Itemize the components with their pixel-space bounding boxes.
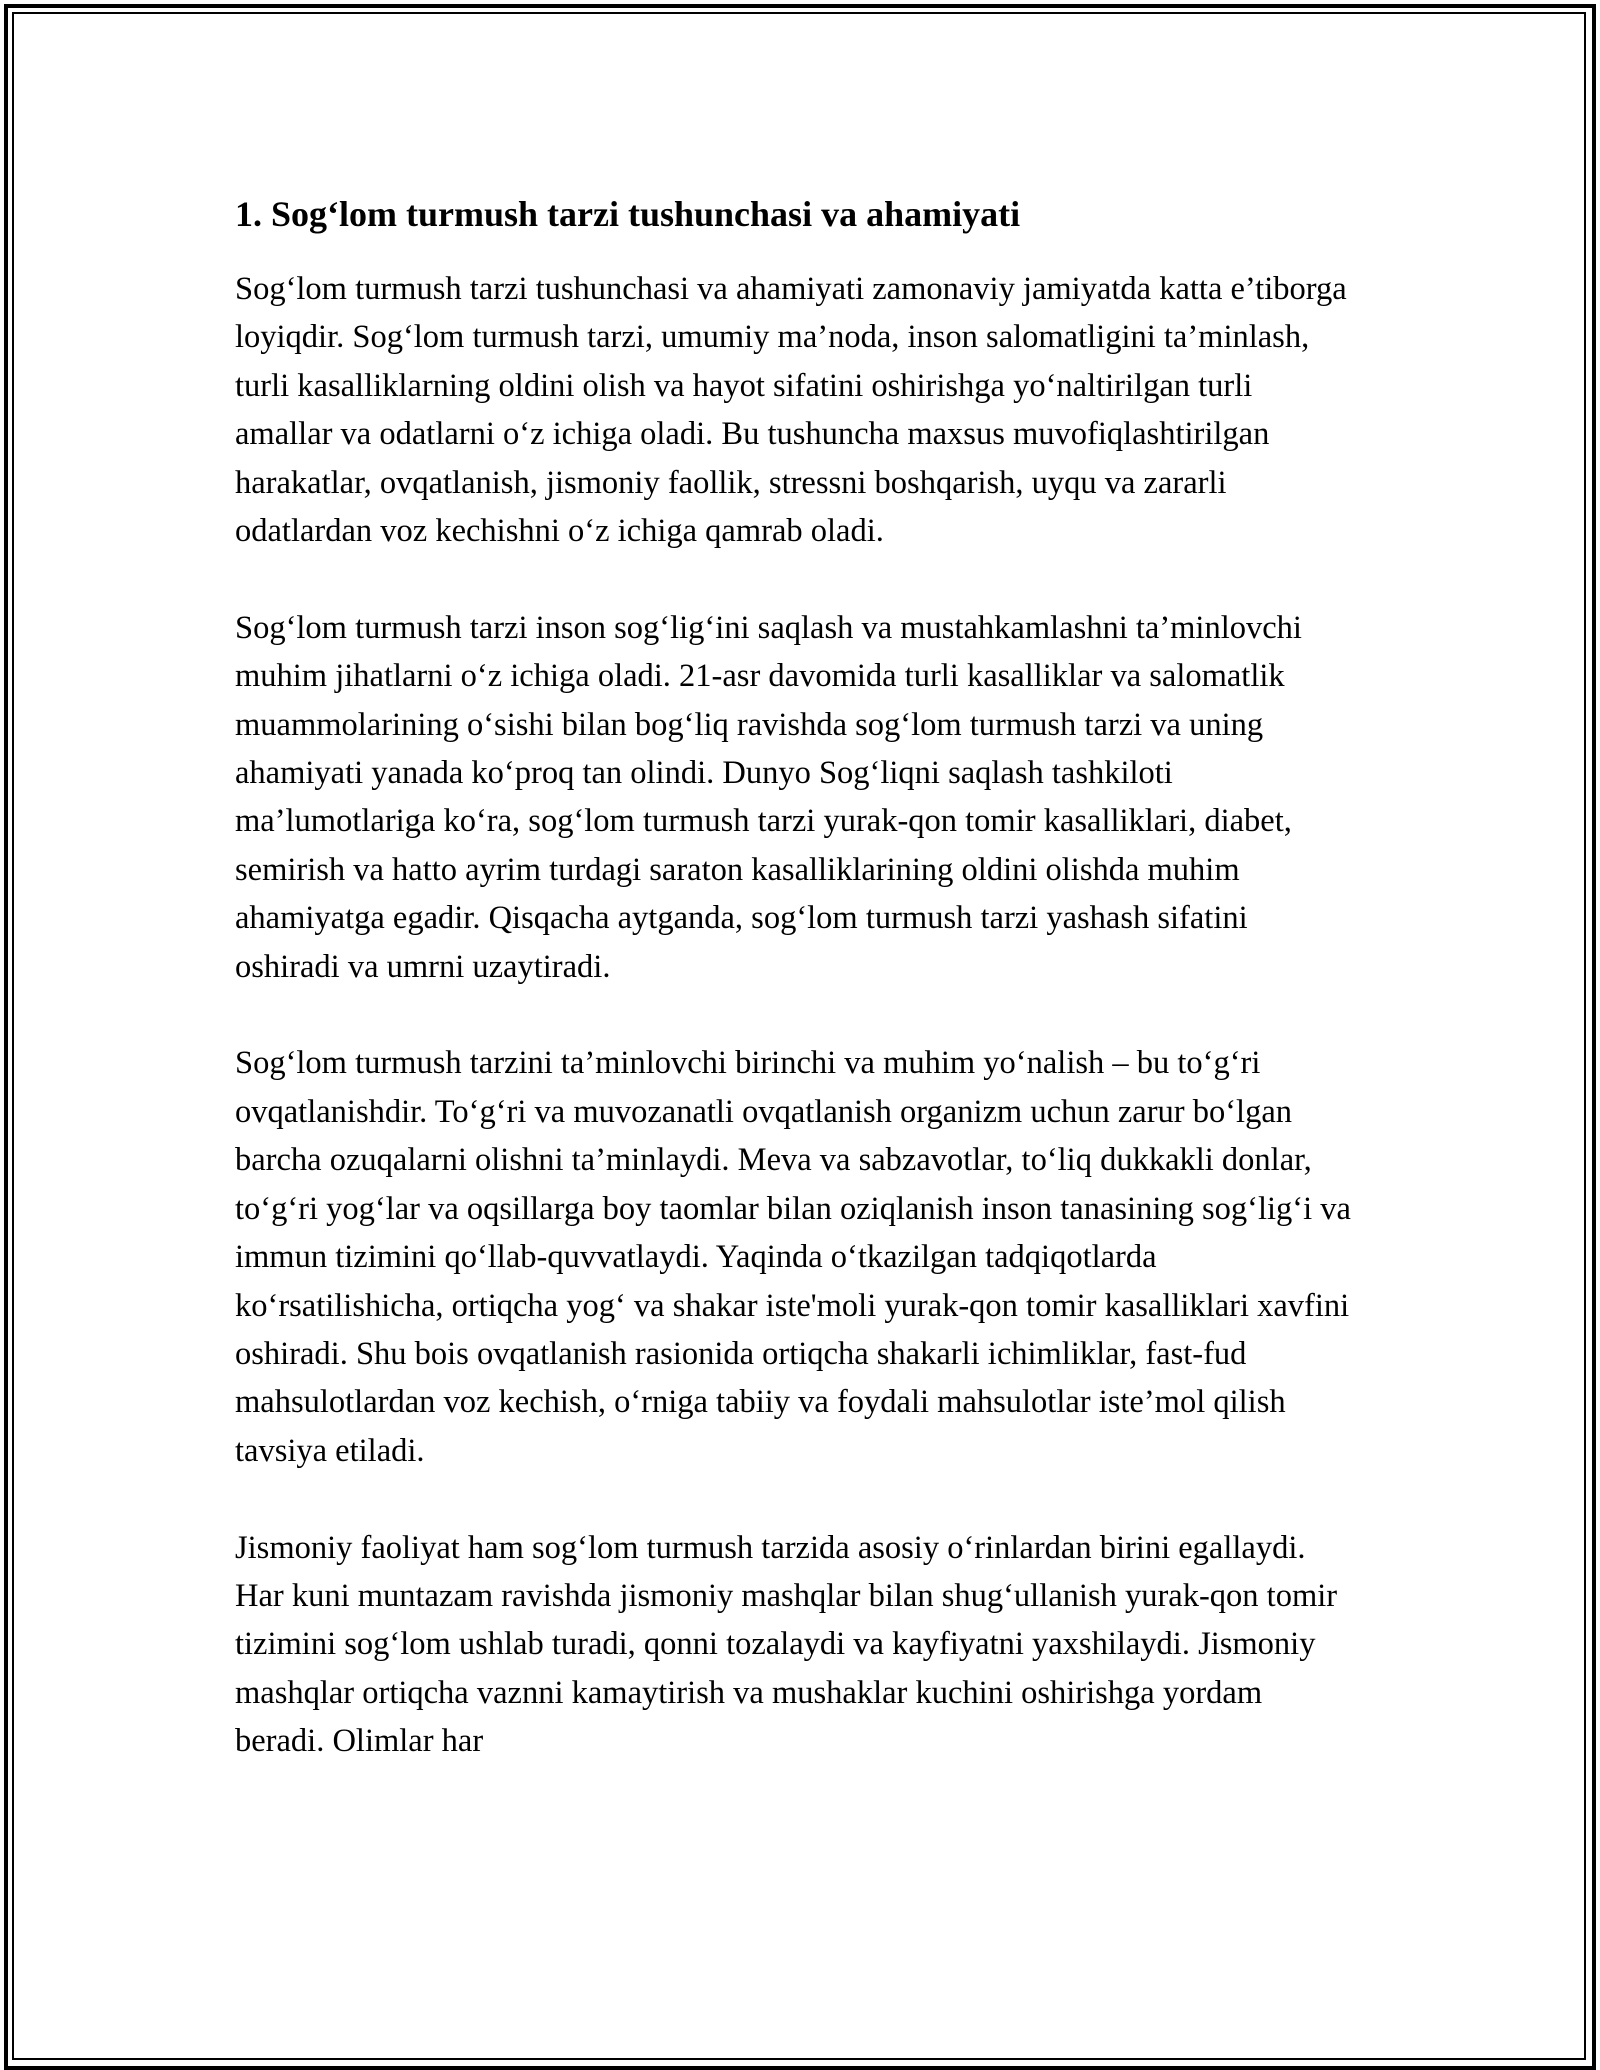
paragraph-1: Sog‘lom turmush tarzi tushunchasi va ahamiyati zamonaviy jamiyatda katta e’tiborga loyiqdir. Sog‘lom turmush tarzi, umumiy ma’noda, inson salomatligini ta’minlash, turli kasalliklarning oldini olish va hayot sifatini oshirishga yo‘naltirilgan turli amallar va odatlarni o‘z ichiga oladi. Bu tushuncha maxsus muvofiqlashtirilgan harakatlar, ovqatlanish, jismoniy faollik, stressni boshqarish, uyqu va zararli odatlardan voz kechishni o‘z ichiga qamrab oladi. xyxy=(235,271,1347,550)
paragraph-3: Sog‘lom turmush tarzini ta’minlovchi birinchi va muhim yo‘nalish – bu to‘g‘ri ovqatlanishdir. To‘g‘ri va muvozanatli ovqatlanish organizm uchun zarur bo‘lgan barcha ozuqalarni olishni ta’minlaydi. Meva va sabzavotlar, to‘liq dukkakli donlar, to‘g‘ri yog‘lar va oqsillarga boy taomlar bilan oziqlanish inson tanasining sog‘lig‘i va immun tizimini qo‘llab-quvvatlaydi. Yaqinda o‘tkazilgan tadqiqotlarda ko‘rsatilishicha, ortiqcha yog‘ va shakar iste'moli yurak-qon tomir kasalliklari xavfini oshiradi. Shu bois ovqatlanish rasionida ortiqcha shakarli ichimliklar, fast-fud mahsulotlardan voz kechish, o‘rniga tabiiy va foydali mahsulotlar iste’mol qilish tavsiya etiladi. xyxy=(235,1045,1351,1469)
document-body xyxy=(235,185,1355,1766)
paragraph-2: Sog‘lom turmush tarzi inson sog‘lig‘ini saqlash va mustahkamlashni ta’minlovchi muhim jihatlarni o‘z ichiga oladi. 21-asr davomida turli kasalliklar va salomatlik muammolarining o‘sishi bilan bog‘liq ravishda sog‘lom turmush tarzi va uning ahamiyati yanada ko‘proq tan olindi. Dunyo Sog‘liqni saqlash tashkiloti ma’lumotlariga ko‘ra, sog‘lom turmush tarzi yurak-qon tomir kasalliklari, diabet, semirish va hatto ayrim turdagi saraton kasalliklarining oldini olishda muhim ahamiyatga egadir. Qisqacha aytganda, sog‘lom turmush tarzi yashash sifatini oshiradi va umrni uzaytiradi. xyxy=(235,609,1302,985)
paragraph-4: Jismoniy faoliyat ham sog‘lom turmush tarzida asosiy o‘rinlardan birini egallaydi. Har kuni muntazam ravishda jismoniy mashqlar bilan shug‘ullanish yurak-qon tomir tizimini sog‘lom ushlab turadi, qonni tozalaydi va kayfiyatni yaxshilaydi. Jismoniy mashqlar ortiqcha vaznni kamaytirish va mushaklar kuchini oshirishga yordam beradi. Olimlar har xyxy=(235,1529,1338,1760)
section-heading: 1. Sog‘lom turmush tarzi tushunchasi va ahamiyati xyxy=(235,194,1021,234)
